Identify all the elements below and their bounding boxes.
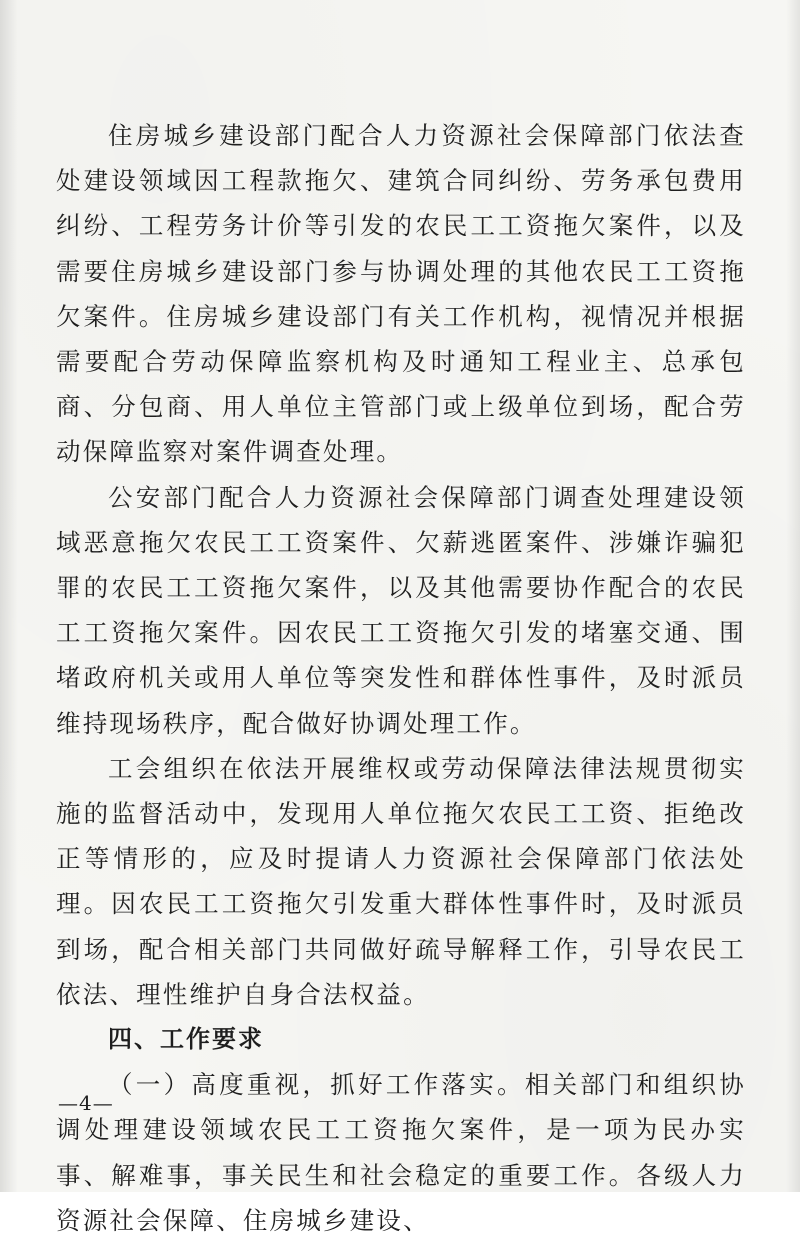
page-number: —4— xyxy=(58,1091,114,1115)
paragraph-public-security: 公安部门配合人力资源社会保障部门调查处理建设领域恶意拖欠农民工工资案件、欠薪逃匿案件、涉嫌诈骗犯罪的农民工工资拖欠案件，以及其他需要协作配合的农民工工资拖欠案件。因农民工工资拖欠引发的堵塞交通、围堵政府机关或用人单位等突发性和群体性事件，及时派员维持现场秩序，配合做好协调处理工作。 xyxy=(56,482,746,738)
paragraph-trade-union: 工会组织在依法开展维权或劳动保障法律法规贯彻实施的监督活动中，发现用人单位拖欠农民工工资、拒绝改正等情形的，应及时提请人力资源社会保障部门依法处理。因农民工工资拖欠引发重大群体性事件时，及时派员到场，配合相关部门共同做好疏导解释工作，引导农民工依法、理性维护自身合法权益。 xyxy=(56,753,746,1009)
scan-edge-shadow-left xyxy=(0,0,18,1192)
document-body xyxy=(56,113,746,1243)
paragraph-housing-department: 住房城乡建设部门配合人力资源社会保障部门依法查处建设领域因工程款拖欠、建筑合同纠纷、劳务承包费用纠纷、工程劳务计价等引发的农民工工资拖欠案件，以及需要住房城乡建设部门参与协调处理的其他农民工工资拖欠案件。住房城乡建设部门有关工作机构，视情况并根据需要配合劳动保障监察机构及时通知工程业主、总承包商、分包商、用人单位主管部门或上级单位到场，配合劳动保障监察对案件调查处理。 xyxy=(56,121,746,467)
paragraph-attach-importance: （一）高度重视，抓好工作落实。相关部门和组织协调处理建设领域农民工工资拖欠案件，是一项为民办实事、解难事，事关民生和社会稳定的重要工作。各级人力资源社会保障、住房城乡建设、 xyxy=(56,1070,746,1235)
section-heading-work-requirements: 四、工作要求 xyxy=(108,1025,264,1054)
scan-edge-shadow-right xyxy=(786,0,800,1192)
